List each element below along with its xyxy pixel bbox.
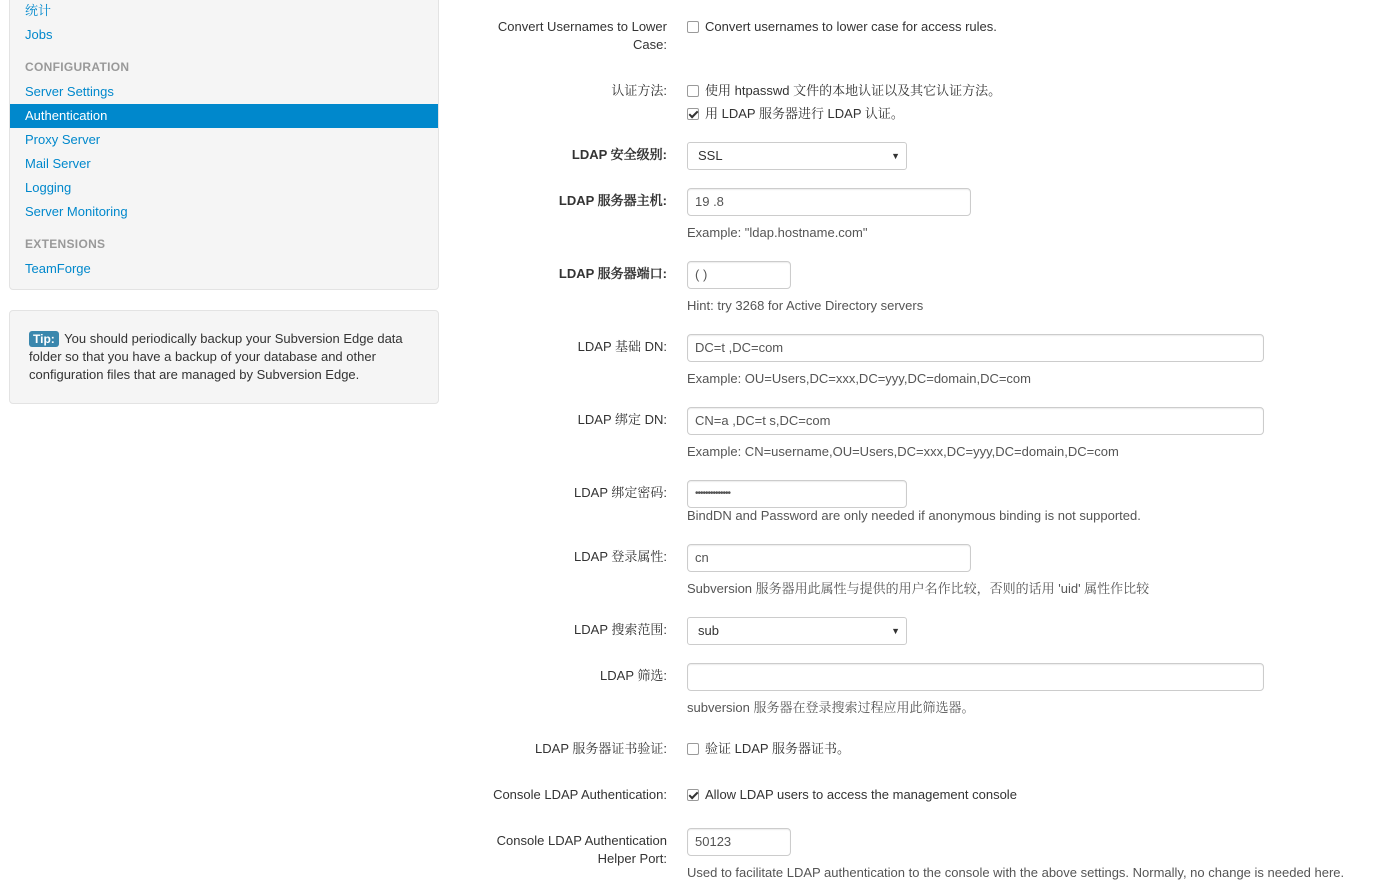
filter-input[interactable]: [687, 663, 1264, 691]
lowercase-checkbox[interactable]: [687, 21, 699, 33]
lowercase-checkbox-text: Convert usernames to lower case for access rules.: [705, 19, 997, 34]
port-help: Hint: try 3268 for Active Directory servers: [687, 298, 924, 313]
bind-password-input[interactable]: ••••••••••••••: [687, 480, 907, 508]
login-attribute-label: LDAP 登录属性:: [574, 549, 667, 564]
base-dn-help: Example: OU=Users,DC=xxx,DC=yyy,DC=domain,DC=com: [687, 371, 1031, 386]
sidebar-item-jobs[interactable]: Jobs: [25, 27, 53, 42]
login-attribute-help: Subversion 服务器用此属性与提供的用户名作比较，否则的话用 'uid' 属性作比较: [687, 581, 1150, 596]
chevron-down-icon: ▼: [891, 626, 900, 636]
sidebar-item-proxy-server[interactable]: Proxy Server: [25, 132, 101, 147]
tip-text: You should periodically backup your Subversion Edge data folder so that you have a backup of your database and other configuration files that are managed by Subversion Edge.: [29, 331, 403, 382]
filter-label: LDAP 筛选:: [600, 668, 667, 683]
bind-password-label: LDAP 绑定密码:: [574, 485, 667, 500]
security-level-value: SSL: [698, 148, 723, 163]
sidebar-item-teamforge[interactable]: TeamForge: [25, 261, 91, 276]
tip-box: [9, 310, 439, 404]
sidebar-item-authentication[interactable]: Authentication: [10, 104, 438, 128]
helper-port-help: Used to facilitate LDAP authentication to the console with the above settings. Normally, no change is needed here.: [687, 865, 1345, 880]
cert-verify-label: LDAP 服务器证书验证:: [535, 741, 667, 756]
configuration-header: CONFIGURATION: [25, 60, 130, 74]
lowercase-label: [477, 18, 667, 54]
auth-method-label: 认证方法:: [611, 83, 667, 98]
port-input[interactable]: ( ): [687, 261, 791, 289]
sidebar-item-server-settings[interactable]: Server Settings: [25, 84, 114, 99]
extensions-header: EXTENSIONS: [25, 237, 106, 251]
chevron-down-icon: ▼: [891, 151, 900, 161]
search-scope-label: LDAP 搜索范围:: [574, 622, 667, 637]
helper-port-label: [477, 832, 667, 868]
sidebar-nav: [9, 0, 439, 290]
security-level-select[interactable]: [687, 142, 907, 170]
htpasswd-checkbox-text: 使用 htpasswd 文件的本地认证以及其它认证方法。: [705, 83, 1002, 98]
ldap-auth-checkbox-text: 用 LDAP 服务器进行 LDAP 认证。: [705, 106, 904, 121]
base-dn-input[interactable]: DC=t ,DC=com: [687, 334, 1264, 362]
sidebar-item-mail-server[interactable]: Mail Server: [25, 156, 91, 171]
bind-dn-label: LDAP 绑定 DN:: [577, 412, 667, 427]
console-auth-checkbox[interactable]: [687, 789, 699, 801]
security-level-label: LDAP 安全级别:: [571, 147, 667, 162]
cert-verify-checkbox[interactable]: [687, 743, 699, 755]
base-dn-label: LDAP 基础 DN:: [577, 339, 667, 354]
port-label: LDAP 服务器端口:: [558, 266, 667, 281]
filter-help: subversion 服务器在登录搜索过程应用此筛选器。: [687, 700, 975, 715]
ldap-auth-checkbox[interactable]: [687, 108, 699, 120]
tip-badge: Tip:: [29, 331, 59, 347]
console-auth-label: Console LDAP Authentication:: [493, 787, 667, 802]
helper-port-label-line2: Helper Port:: [597, 851, 667, 866]
host-help: Example: "ldap.hostname.com": [687, 225, 868, 240]
login-attribute-input[interactable]: cn: [687, 544, 971, 572]
lowercase-label-line2: Case:: [633, 37, 667, 52]
host-label: LDAP 服务器主机:: [558, 193, 667, 208]
sidebar-item-logging[interactable]: Logging: [25, 180, 72, 195]
search-scope-value: sub: [698, 623, 719, 638]
host-input[interactable]: 19 .8: [687, 188, 971, 216]
sidebar-item-statistics[interactable]: 统计: [25, 3, 52, 18]
search-scope-select[interactable]: [687, 617, 907, 645]
bind-password-help: BindDN and Password are only needed if anonymous binding is not supported.: [687, 508, 1141, 523]
console-auth-checkbox-text: Allow LDAP users to access the management console: [705, 787, 1017, 802]
helper-port-input[interactable]: 50123: [687, 828, 791, 856]
sidebar-item-server-monitoring[interactable]: Server Monitoring: [25, 204, 128, 219]
bind-dn-help: Example: CN=username,OU=Users,DC=xxx,DC=yyy,DC=domain,DC=com: [687, 444, 1119, 459]
cert-verify-checkbox-text: 验证 LDAP 服务器证书。: [705, 741, 850, 756]
lowercase-label-line1: Convert Usernames to Lower: [497, 19, 667, 34]
helper-port-label-line1: Console LDAP Authentication: [496, 833, 667, 848]
htpasswd-checkbox[interactable]: [687, 85, 699, 97]
bind-dn-input[interactable]: CN=a ,DC=t s,DC=com: [687, 407, 1264, 435]
